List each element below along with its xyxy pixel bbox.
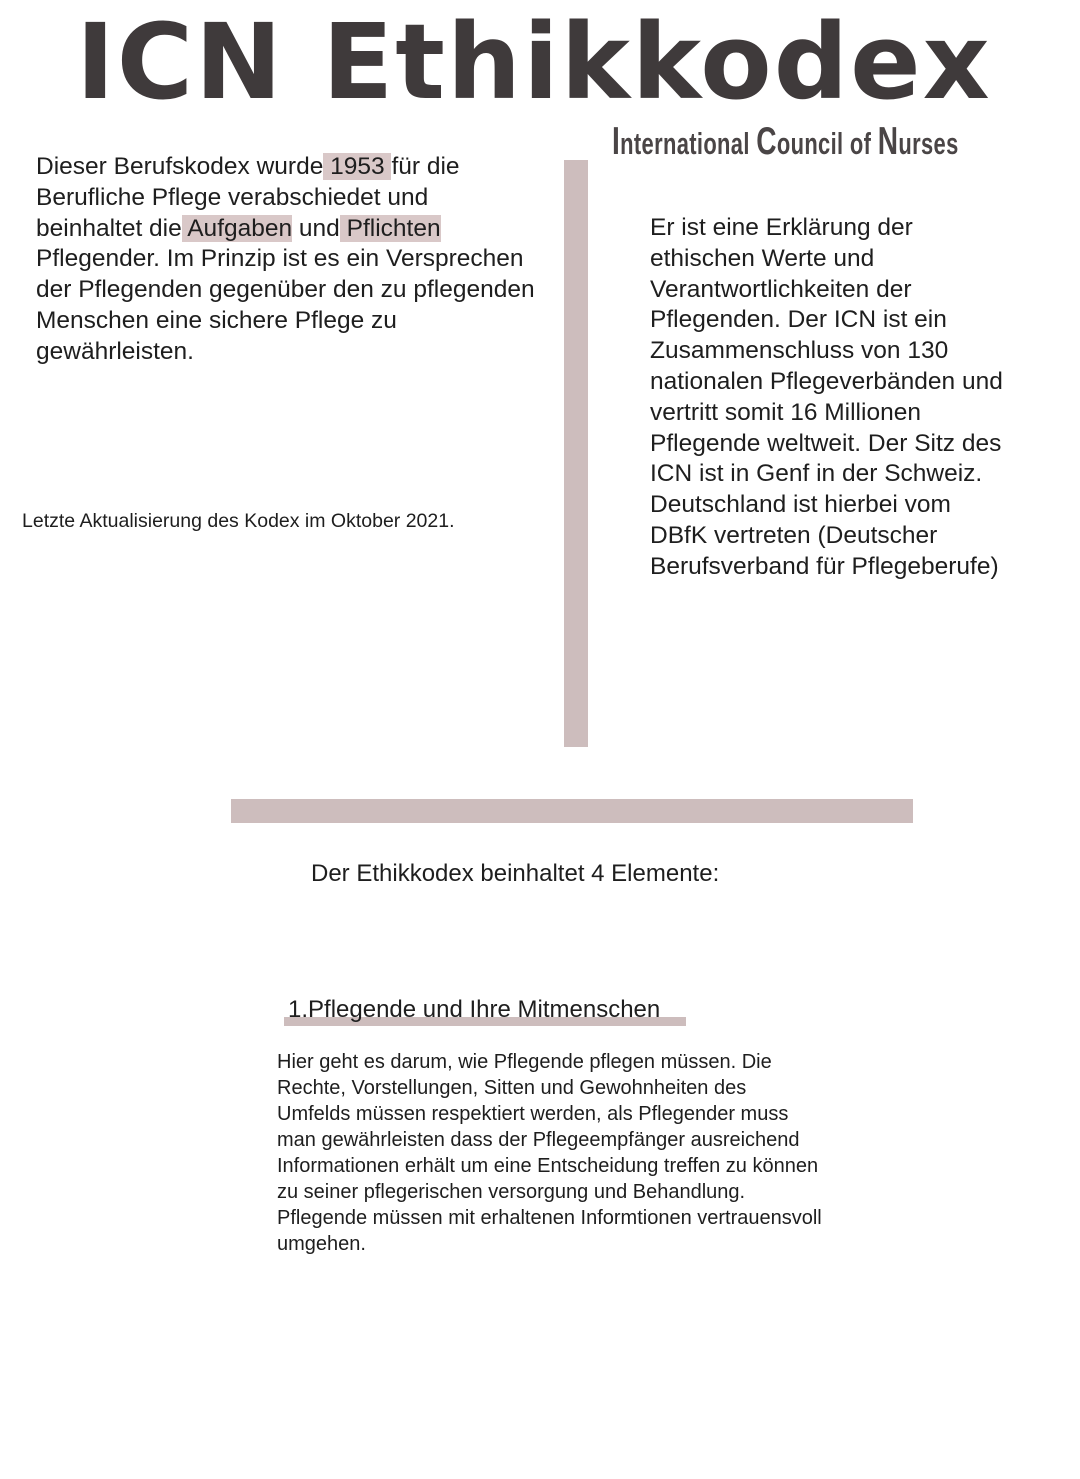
subtitle-initial-n: N — [877, 120, 899, 163]
horizontal-divider — [231, 799, 913, 823]
page-title: ICN Ethikkodex — [76, 1, 992, 123]
subtitle-initial-i: I — [612, 120, 621, 163]
vertical-divider — [564, 160, 588, 747]
intro-text-2: für die Berufliche Pflege verabschiedet und beinhaltet die — [36, 153, 460, 242]
subtitle-word-international: nternational — [620, 127, 757, 161]
intro-paragraph — [36, 152, 536, 368]
highlight-duties: Aufgaben — [181, 214, 293, 242]
update-note: Letzte Aktualisierung des Kodex im Oktober 2021. — [22, 510, 455, 532]
subtitle-initial-c: C — [756, 120, 777, 163]
element-1-title: 1.Pflegende und Ihre Mitmenschen — [284, 994, 686, 1026]
page-subtitle — [612, 116, 959, 170]
elements-intro: Der Ethikkodex beinhaltet 4 Elemente: — [311, 860, 720, 887]
highlight-obligations: Pflichten — [339, 214, 441, 242]
intro-text-1: Dieser Berufskodex wurde — [36, 153, 324, 180]
subtitle-word-nurses: urses — [898, 127, 959, 161]
subtitle-word-council: ouncil of — [776, 127, 878, 161]
element-1-text: Hier geht es darum, wie Pflegende pflegen müssen. Die Rechte, Vorstellungen, Sitten und Gewohnheiten des Umfelds müssen respektiert werden, als Pflegender muss man gewährleisten dass der Pflegeempfänger ausreichend Informationen erhält um eine Entscheidung treffen zu können zu seiner pflegerischen versorgung und Behandlung. Pflegende müssen mit erhaltenen Informtionen vertrauensvoll umgehen. — [277, 1051, 822, 1255]
intro-text-4: Pflegender. Im Prinzip ist es ein Versprechen der Pflegenden gegenüber den zu pflegenden Menschen eine sichere Pflege zu gewährleisten. — [36, 245, 535, 365]
icn-description-paragraph: Er ist eine Erklärung der ethischen Werte und Verantwortlichkeiten der Pflegenden. Der ICN ist ein Zusammenschluss von 130 nationalen Pflegeverbänden und vertritt somit 16 Millionen Pflegende weltweit. Der Sitz des ICN ist in Genf in der Schweiz. Deutschland ist hierbei vom DBfK vertreten (Deutscher Berufsverband für Pflegeberufe) — [650, 214, 1003, 580]
intro-text-3: und — [292, 214, 340, 242]
highlight-year: 1953 — [323, 153, 392, 180]
